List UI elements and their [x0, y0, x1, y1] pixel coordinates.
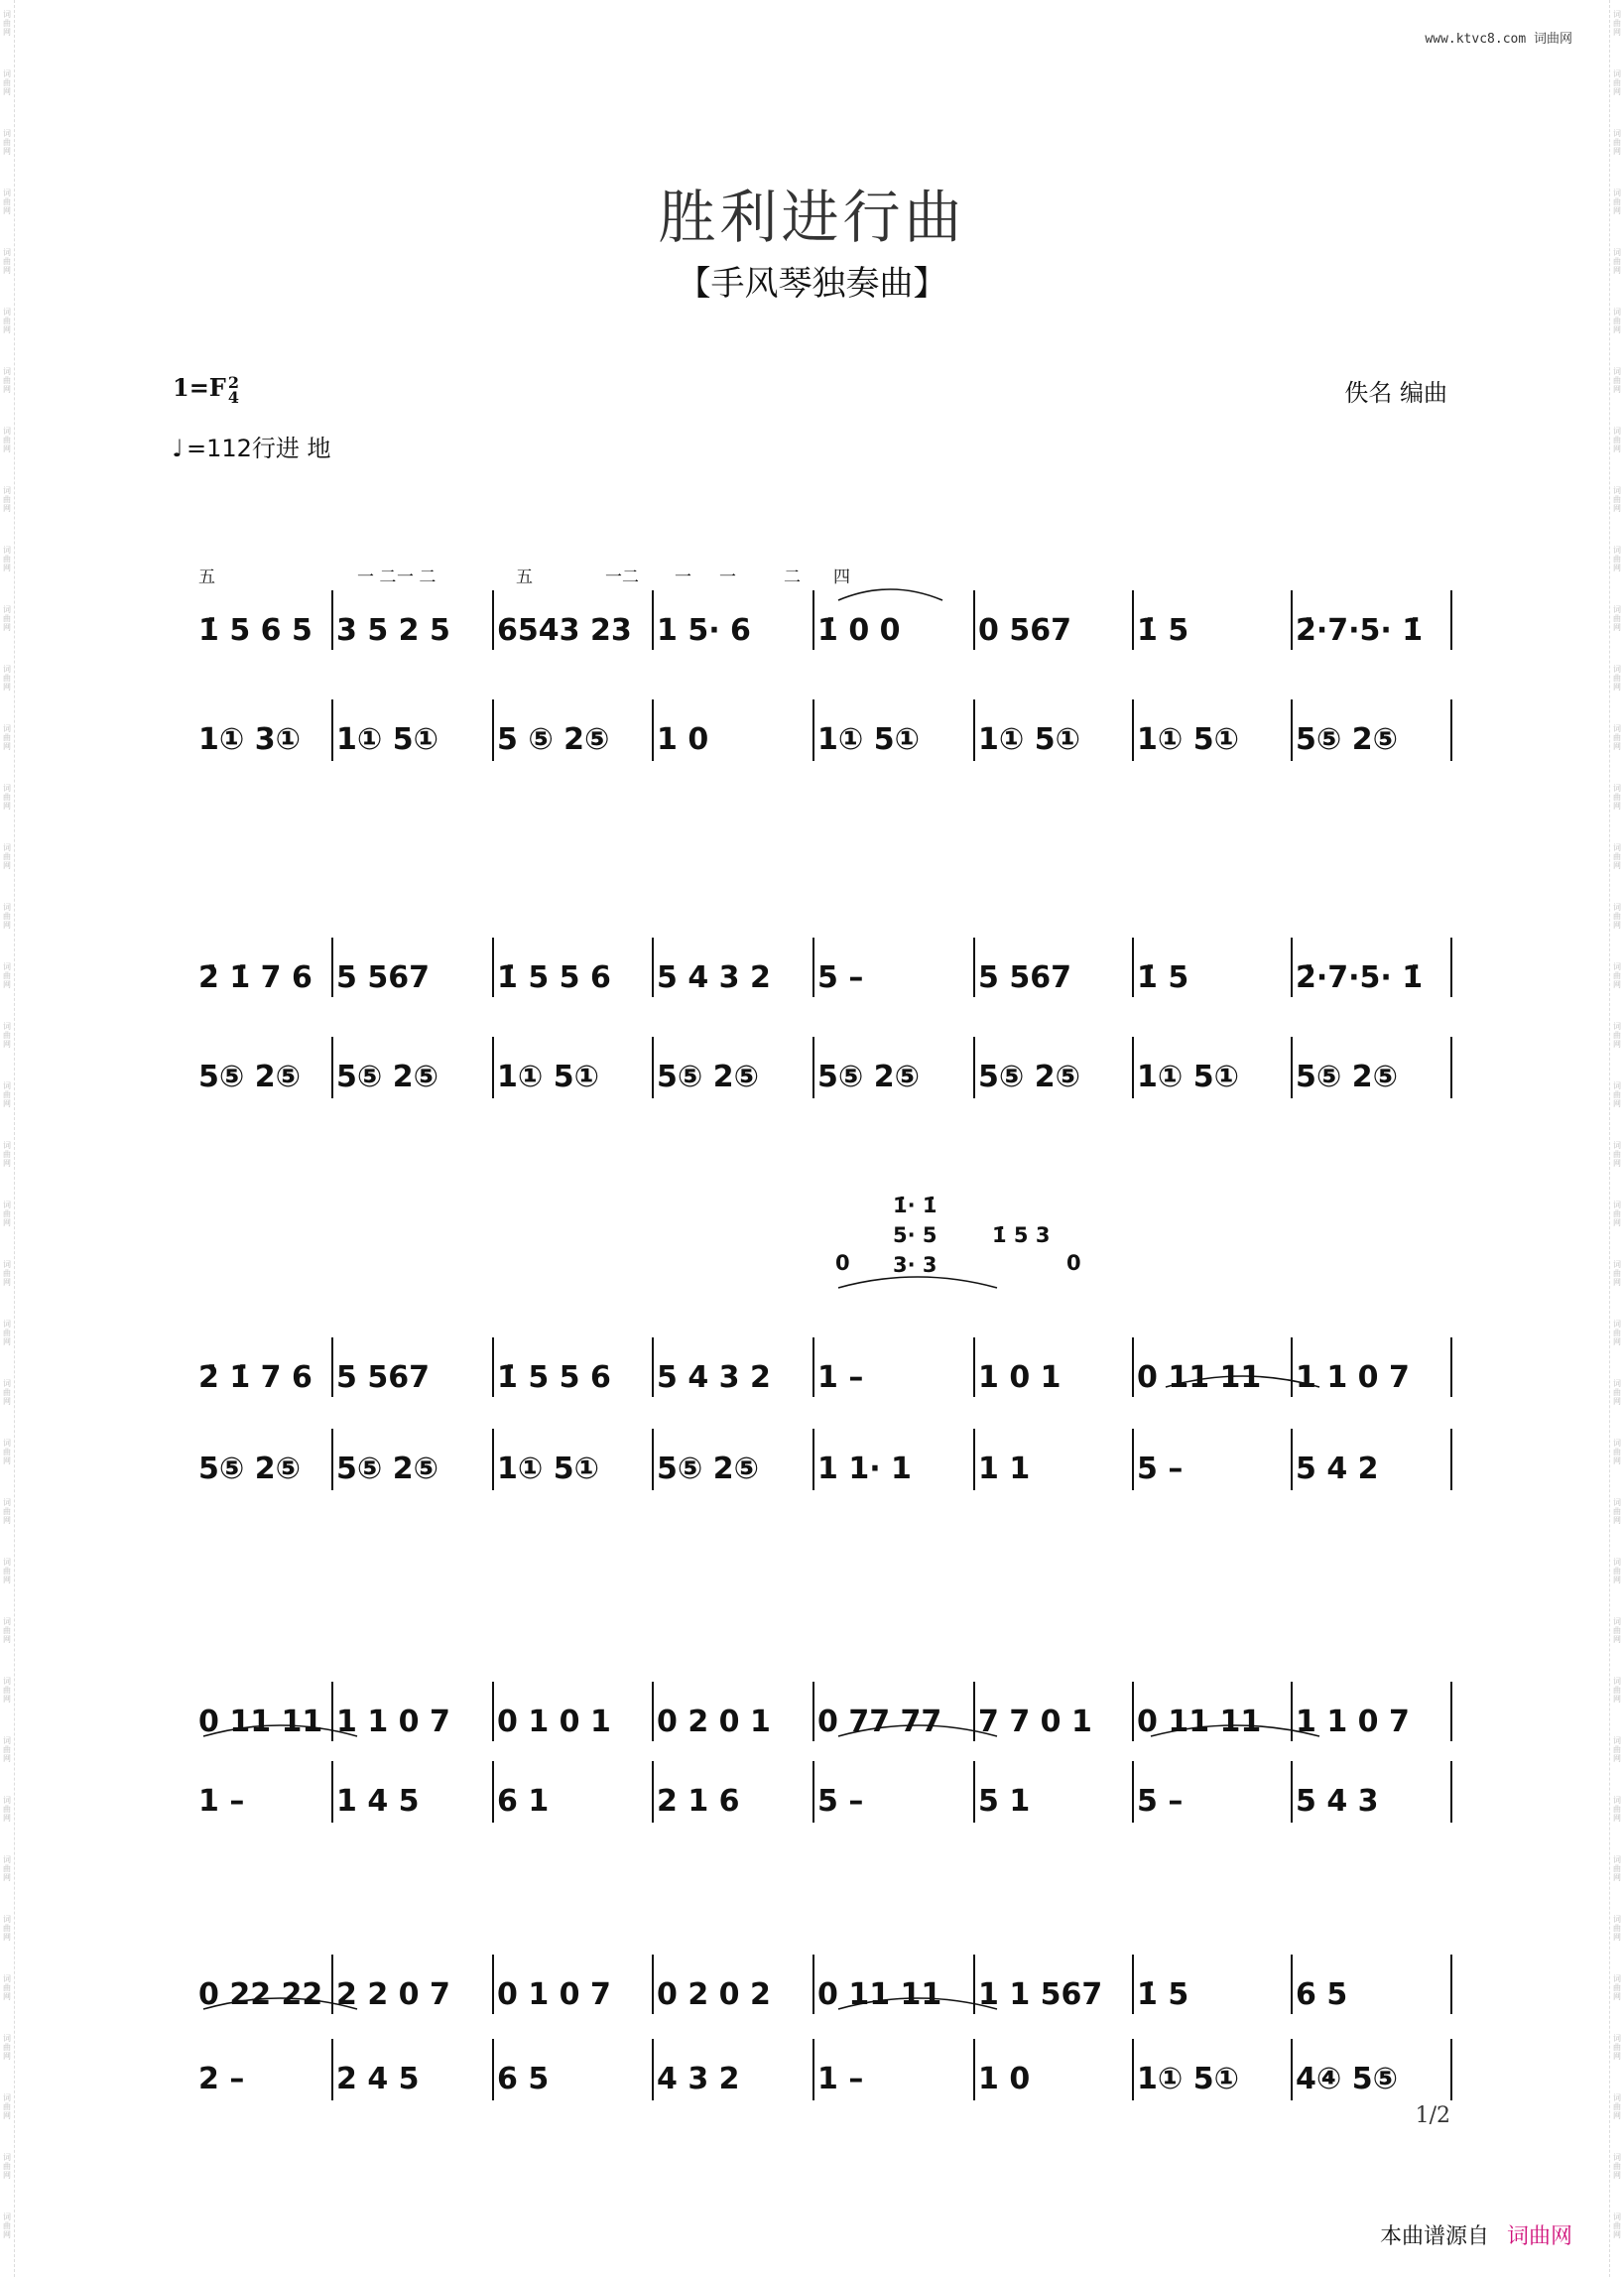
upper-chord: 0 [1066, 1251, 1081, 1275]
melody-measure: 1̇ 5 [1137, 1977, 1189, 2012]
melody-measure: 1 0 1 [978, 1360, 1062, 1395]
watermark-text: 词 曲 网 [1613, 129, 1621, 156]
watermark-text: 词 曲 网 [3, 1320, 11, 1346]
bass-measure: 5⑤ 2⑤ [1296, 1060, 1398, 1094]
watermark-text: 词 曲 网 [3, 129, 11, 156]
watermark-text: 词 曲 网 [1613, 903, 1621, 930]
watermark-text: 词 曲 网 [1613, 843, 1621, 870]
bass-measure: 5⑤ 2⑤ [336, 1060, 438, 1094]
watermark-text: 词 曲 网 [1613, 546, 1621, 572]
melody-measure: 1̇ 5 [1137, 960, 1189, 995]
fingering-mark: 一 [719, 568, 736, 587]
watermark-text: 词 曲 网 [1613, 1260, 1621, 1287]
melody-measure: 0 11 11 [1137, 1360, 1262, 1395]
bass-measure: 1 4 5 [336, 1784, 420, 1819]
fingering-mark: 四 [833, 568, 850, 587]
score-title: 胜利进行曲 [658, 184, 966, 251]
bass-measure: 1① 3① [198, 722, 301, 757]
watermark-text: 词 曲 网 [3, 10, 11, 37]
watermark-text: 词 曲 网 [1613, 1558, 1621, 1584]
upper-chord: 1̇· 1̇ [893, 1194, 937, 1217]
bass-measure: 6 5 [497, 2062, 550, 2096]
bass-measure: 1① 5① [1137, 2062, 1239, 2096]
watermark-text: 词 曲 网 [1613, 308, 1621, 334]
watermark-text: 词 曲 网 [1613, 1320, 1621, 1346]
bass-measure: 5⑤ 2⑤ [198, 1452, 301, 1486]
watermark-text: 词 曲 网 [3, 962, 11, 989]
melody-measure: 1̇ 0 0 [817, 613, 901, 648]
watermark-text: 词 曲 网 [1613, 1379, 1621, 1406]
watermark-text: 词 曲 网 [1613, 665, 1621, 692]
tempo-text: =112行进 地 [187, 435, 331, 462]
bass-measure: 1① 5① [978, 722, 1080, 757]
melody-measure: 5 4 3 2 [657, 1360, 771, 1395]
slur-mark [838, 589, 942, 600]
bass-measure: 1① 5① [336, 722, 438, 757]
bass-measure: 1① 5① [817, 722, 920, 757]
watermark-text: 词 曲 网 [1613, 1498, 1621, 1525]
melody-measure: 1̇ 5 6 5 [198, 613, 312, 648]
upper-chord: 3· 3 [893, 1253, 937, 1277]
watermark-text: 词 曲 网 [3, 1796, 11, 1823]
melody-measure: 1 1 0 7 [1296, 1360, 1410, 1395]
watermark-text: 词 曲 网 [1613, 1201, 1621, 1227]
melody-measure: 1 1 0 7 [1296, 1705, 1410, 1739]
upper-chord: 1̇ 5 3 [992, 1223, 1051, 1247]
melody-measure: 0 22 22 [198, 1977, 323, 2012]
watermark-text: 词 曲 网 [3, 1439, 11, 1465]
watermark-text: 词 曲 网 [3, 248, 11, 275]
fingering-mark: 五 [198, 568, 215, 587]
bass-measure: 5 – [1137, 1784, 1184, 1819]
watermark-text: 词 曲 网 [1613, 1974, 1621, 2001]
watermark-text: 词 曲 网 [1613, 427, 1621, 453]
watermark-text: 词 曲 网 [3, 189, 11, 215]
bass-measure: 5⑤ 2⑤ [817, 1060, 920, 1094]
bass-measure: 1 0 [657, 722, 709, 757]
bass-measure: 5 1 [978, 1784, 1031, 1819]
watermark-text: 词 曲 网 [3, 1736, 11, 1763]
watermark-text: 词 曲 网 [1613, 2034, 1621, 2061]
watermark-text: 词 曲 网 [3, 1677, 11, 1704]
bass-measure: 1 – [198, 1784, 245, 1819]
melody-measure: 5 567 [336, 960, 430, 995]
watermark-text: 词 曲 网 [3, 1617, 11, 1644]
watermark-text: 词 曲 网 [3, 546, 11, 572]
watermark-text: 词 曲 网 [1613, 69, 1621, 96]
fingering-mark: 一 [675, 568, 691, 587]
watermark-text: 词 曲 网 [3, 724, 11, 751]
melody-measure: 5 567 [336, 1360, 430, 1395]
score-subtitle: 【手风琴独奏曲】 [677, 264, 947, 304]
watermark-text: 词 曲 网 [3, 1498, 11, 1525]
watermark-text: 词 曲 网 [1613, 1439, 1621, 1465]
footer-source-label: 本曲谱源自 [1379, 2224, 1489, 2249]
melody-measure: 5 – [817, 960, 864, 995]
bass-measure: 6 1 [497, 1784, 550, 1819]
bass-measure: 5⑤ 2⑤ [198, 1060, 301, 1094]
watermark-text: 词 曲 网 [3, 1558, 11, 1584]
bass-measure: 1 1· 1 [817, 1452, 912, 1486]
watermark-text: 词 曲 网 [3, 2213, 11, 2239]
bass-measure: 5⑤ 2⑤ [336, 1452, 438, 1486]
watermark-text: 词 曲 网 [3, 427, 11, 453]
melody-measure: 2̇ 1̇ 7 6 [198, 1360, 312, 1395]
melody-measure: 0 2 0 2 [657, 1977, 771, 2012]
melody-measure: 2̇·7·5· 1̇ [1296, 960, 1424, 995]
bass-measure: 2 1 6 [657, 1784, 740, 1819]
watermark-text: 词 曲 网 [1613, 605, 1621, 632]
watermark-text: 词 曲 网 [1613, 1081, 1621, 1108]
bass-measure: 4④ 5⑤ [1296, 2062, 1398, 2096]
footer-source [1380, 2219, 1572, 2250]
watermark-text: 词 曲 网 [1613, 962, 1621, 989]
bass-measure: 1① 5① [497, 1060, 599, 1094]
watermark-text: 词 曲 网 [1613, 1141, 1621, 1168]
melody-measure: 2̇ 1̇ 7 6 [198, 960, 312, 995]
melody-measure: 1 5· 6 [657, 613, 751, 648]
watermark-text: 词 曲 网 [1613, 1677, 1621, 1704]
watermark-text: 词 曲 网 [3, 665, 11, 692]
fingering-mark: 一二 [605, 568, 639, 587]
watermark-text: 词 曲 网 [3, 1201, 11, 1227]
upper-chord: 0 [835, 1251, 850, 1275]
watermark-text: 词 曲 网 [3, 1260, 11, 1287]
watermark-text: 词 曲 网 [1613, 1022, 1621, 1049]
bass-measure: 5 4 3 [1296, 1784, 1379, 1819]
watermark-text: 词 曲 网 [3, 843, 11, 870]
bass-measure: 5⑤ 2⑤ [978, 1060, 1080, 1094]
site-url-header[interactable]: www.ktvc8.com 词曲网 [1425, 32, 1572, 47]
bass-measure: 5 ⑤ 2⑤ [497, 722, 610, 757]
composer-credit: 佚名 编曲 [1344, 379, 1447, 407]
melody-measure: 1 – [817, 1360, 864, 1395]
watermark-text: 词 曲 网 [1613, 1915, 1621, 1942]
watermark-text: 词 曲 网 [1613, 1736, 1621, 1763]
watermark-text: 词 曲 网 [3, 1081, 11, 1108]
bass-measure: 5 – [817, 1784, 864, 1819]
watermark-text: 词 曲 网 [3, 308, 11, 334]
melody-measure: 2 2 0 7 [336, 1977, 450, 2012]
watermark-text: 词 曲 网 [1613, 248, 1621, 275]
melody-measure: 0 77 77 [817, 1705, 942, 1739]
watermark-text: 词 曲 网 [3, 2153, 11, 2180]
watermark-text: 词 曲 网 [3, 2034, 11, 2061]
slur-mark [838, 1277, 997, 1288]
watermark-text: 词 曲 网 [3, 69, 11, 96]
watermark-text: 词 曲 网 [1613, 724, 1621, 751]
watermark-text: 词 曲 网 [1613, 2213, 1621, 2239]
fingering-mark: 五 [516, 568, 533, 587]
melody-measure: 7 7 0 1 [978, 1705, 1092, 1739]
watermark-text: 词 曲 网 [3, 1974, 11, 2001]
fingering-mark: 一 二 [357, 568, 397, 587]
time-denominator: 4 [227, 387, 239, 407]
watermark-text: 词 曲 网 [1613, 486, 1621, 513]
upper-chord: 5· 5 [893, 1223, 937, 1247]
watermark-text: 词 曲 网 [3, 1379, 11, 1406]
bass-measure: 1 – [817, 2062, 864, 2096]
bass-measure: 4 3 2 [657, 2062, 740, 2096]
melody-measure: 1̇ 5 5 6 [497, 960, 611, 995]
melody-measure: 0 567 [978, 613, 1071, 648]
watermark-text: 词 曲 网 [3, 2093, 11, 2120]
melody-measure: 1̇ 5 5 6 [497, 1360, 611, 1395]
watermark-text: 词 曲 网 [3, 1141, 11, 1168]
bass-measure: 2 – [198, 2062, 245, 2096]
watermark-text: 词 曲 网 [3, 784, 11, 811]
watermark-text: 词 曲 网 [1613, 10, 1621, 37]
bass-measure: 1 0 [978, 2062, 1031, 2096]
watermark-text: 词 曲 网 [3, 486, 11, 513]
bass-measure: 1 1 [978, 1452, 1031, 1486]
melody-measure: 6543 23 [497, 613, 632, 648]
bass-measure: 5 – [1137, 1452, 1184, 1486]
time-numerator: 2 [227, 372, 239, 392]
bass-measure: 1① 5① [1137, 1060, 1239, 1094]
key-label: 1=F [173, 373, 226, 402]
watermark-text: 词 曲 网 [3, 1022, 11, 1049]
bass-measure: 2 4 5 [336, 2062, 420, 2096]
melody-measure: 3 5 2 5 [336, 613, 450, 648]
melody-measure: 5 567 [978, 960, 1071, 995]
melody-measure: 5 4 3 2 [657, 960, 771, 995]
melody-measure: 0 11 11 [1137, 1705, 1262, 1739]
watermark-text: 词 曲 网 [1613, 2093, 1621, 2120]
watermark-text: 词 曲 网 [1613, 367, 1621, 394]
footer-brand-link[interactable]: 词曲网 [1506, 2224, 1572, 2249]
watermark-text: 词 曲 网 [1613, 1855, 1621, 1882]
melody-measure: 0 11 11 [817, 1977, 942, 2012]
watermark-text: 词 曲 网 [3, 1915, 11, 1942]
melody-measure: 0 1 0 1 [497, 1705, 611, 1739]
watermark-text: 词 曲 网 [1613, 784, 1621, 811]
watermark-text: 词 曲 网 [3, 605, 11, 632]
watermark-text: 词 曲 网 [1613, 1796, 1621, 1823]
quarter-note-icon: ♩ [172, 435, 184, 462]
melody-measure: 1̇ 5 [1137, 613, 1189, 648]
melody-measure: 6 5 [1296, 1977, 1348, 2012]
watermark-text: 词 曲 网 [3, 1855, 11, 1882]
watermark-text: 词 曲 网 [1613, 189, 1621, 215]
bass-measure: 5⑤ 2⑤ [1296, 722, 1398, 757]
melody-measure: 1 1 0 7 [336, 1705, 450, 1739]
melody-measure: 0 1 0 7 [497, 1977, 611, 2012]
fingering-mark: 一 二 [397, 568, 437, 587]
melody-measure: 0 2 0 1 [657, 1705, 771, 1739]
watermark-text: 词 曲 网 [3, 367, 11, 394]
watermark-text: 词 曲 网 [3, 903, 11, 930]
bass-measure: 5 4 2 [1296, 1452, 1379, 1486]
melody-measure: 0 11 11 [198, 1705, 323, 1739]
fingering-mark: 二 [784, 568, 801, 587]
melody-measure: 1 1 567 [978, 1977, 1103, 2012]
bass-measure: 5⑤ 2⑤ [657, 1452, 759, 1486]
melody-measure: 2̇·7·5· 1̇ [1296, 613, 1424, 648]
bass-measure: 1① 5① [497, 1452, 599, 1486]
watermark-text: 词 曲 网 [1613, 1617, 1621, 1644]
bass-measure: 1① 5① [1137, 722, 1239, 757]
watermark-text: 词 曲 网 [1613, 2153, 1621, 2180]
bass-measure: 5⑤ 2⑤ [657, 1060, 759, 1094]
page-number: 1/2 [1415, 2103, 1450, 2128]
